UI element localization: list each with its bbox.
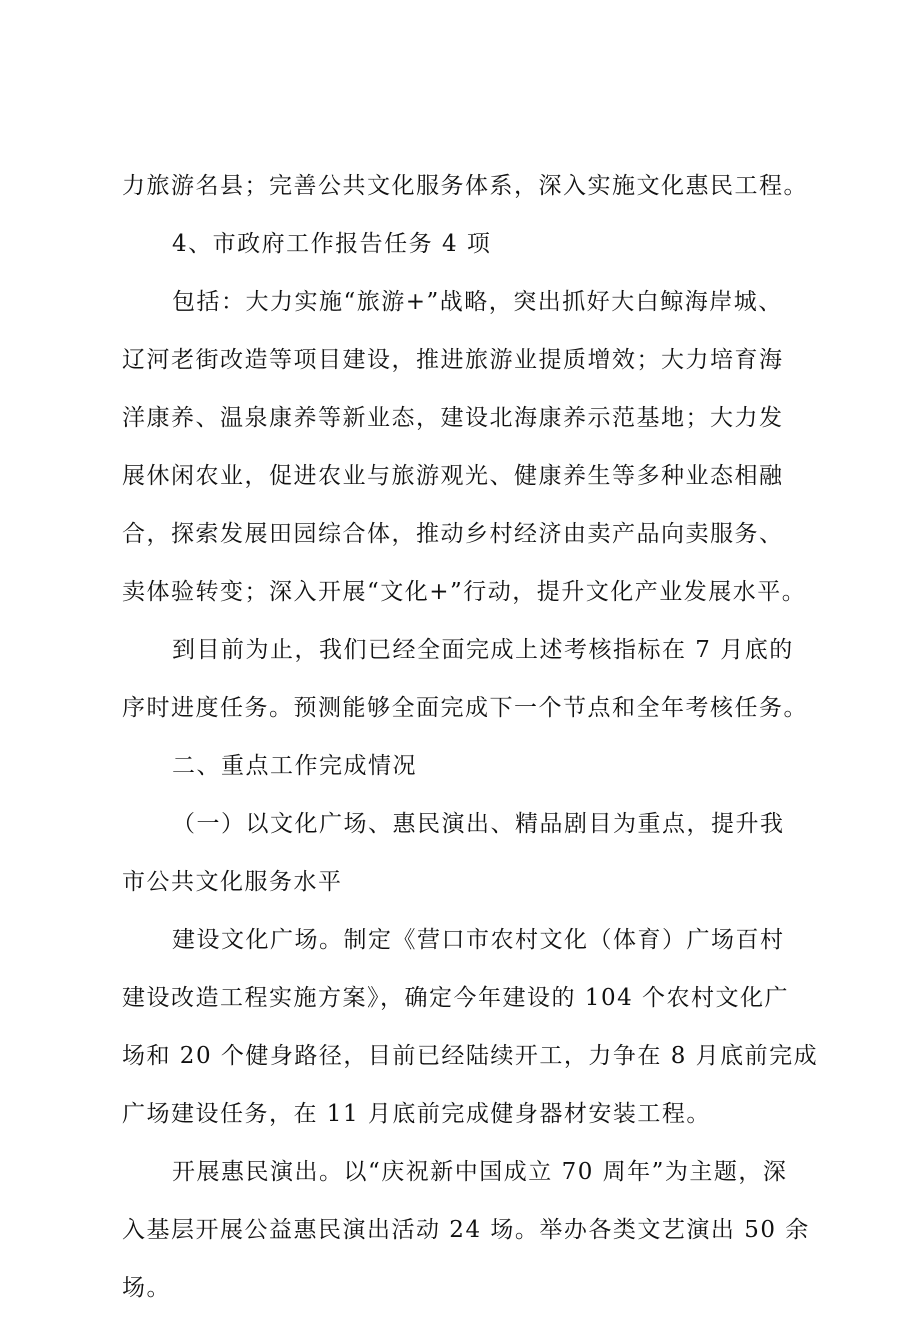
text-line: 入基层开展公益惠民演出活动 24 场。举办各类文艺演出 50 余 xyxy=(122,1217,810,1243)
text-line: （一）以文化广场、惠民演出、精品剧目为重点，提升我 xyxy=(172,811,785,837)
heading-section-2 xyxy=(122,737,802,795)
text-line: 展休闲农业，促进农业与旅游观光、健康养生等多种业态相融 xyxy=(122,463,784,489)
text-line: 包括：大力实施“旅游+”战略，突出抓好大白鲸海岸城、 xyxy=(172,289,783,315)
text-line: 合，探索发展田园综合体，推动乡村经济由卖产品向卖服务、 xyxy=(122,521,784,547)
paragraph-performance xyxy=(122,1143,810,1317)
paragraph-plaza xyxy=(122,911,819,1143)
text-line: 二、重点工作完成情况 xyxy=(172,753,417,779)
paragraph-progress xyxy=(122,621,808,737)
document-body xyxy=(122,157,819,1317)
text-line: 场。 xyxy=(122,1275,171,1301)
text-line: 到目前为止，我们已经全面完成上述考核指标在 7 月底的 xyxy=(172,637,794,663)
text-line: 序时进度任务。预测能够全面完成下一个节点和全年考核任务。 xyxy=(122,695,808,721)
paragraph-continuation xyxy=(122,157,808,215)
text-line: 市公共文化服务水平 xyxy=(122,869,343,895)
text-line: 建设改造工程实施方案》，确定今年建设的 104 个农村文化广 xyxy=(122,985,790,1011)
text-line: 力旅游名县；完善公共文化服务体系，深入实施文化惠民工程。 xyxy=(122,173,808,199)
text-line: 开展惠民演出。以“庆祝新中国成立 70 周年”为主题，深 xyxy=(172,1159,788,1185)
text-line: 辽河老街改造等项目建设，推进旅游业提质增效；大力培育海 xyxy=(122,347,784,373)
text-line: 洋康养、温泉康养等新业态，建设北海康养示范基地；大力发 xyxy=(122,405,784,431)
heading-subsection-1 xyxy=(122,795,802,911)
text-line: 卖体验转变；深入开展“文化+”行动，提升文化产业发展水平。 xyxy=(122,579,807,605)
text-line: 4、市政府工作报告任务 4 项 xyxy=(172,231,492,257)
heading-task-4 xyxy=(122,215,802,273)
paragraph-include xyxy=(122,273,807,621)
text-line: 场和 20 个健身路径，目前已经陆续开工，力争在 8 月底前完成 xyxy=(122,1043,819,1069)
text-line: 广场建设任务，在 11 月底前完成健身器材安装工程。 xyxy=(122,1101,711,1127)
text-line: 建设文化广场。制定《营口市农村文化（体育）广场百村 xyxy=(172,927,785,953)
